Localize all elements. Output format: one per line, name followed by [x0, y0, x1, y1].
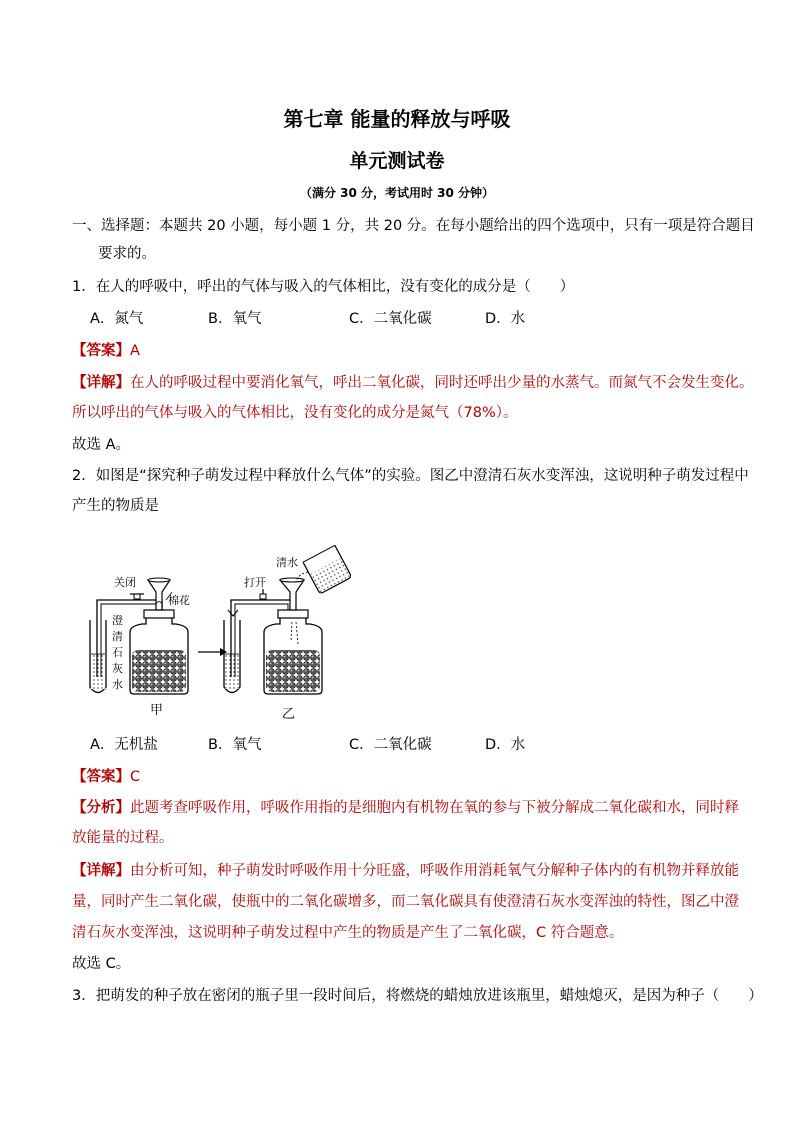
- question-1-stem: 1．在人的呼吸中，呼出的气体与吸入的气体相比，没有变化的成分是（ ）: [72, 279, 575, 295]
- label-closed: 关闭: [114, 576, 136, 589]
- question-1-conclusion: 故选 A。: [72, 437, 131, 453]
- question-1-detail-line1: [72, 373, 754, 393]
- detail-text: 在人的呼吸过程中要消化氧气，呼出二氧化碳，同时还呼出少量的水蒸气。而氮气不会发生变化。: [130, 375, 754, 391]
- analysis-tag: 【分析】: [72, 800, 130, 816]
- question-2-answer: [72, 767, 140, 787]
- analysis-text: 此题考查呼吸作用，呼吸作用指的是细胞内有机物在氧的参与下被分解成二氧化碳和水，同时释: [130, 800, 739, 816]
- detail-tag: 【详解】: [72, 863, 130, 879]
- question-2-option-c: C．二氧化碳: [349, 737, 432, 753]
- detail-text: 由分析可知，种子萌发时呼吸作用十分旺盛，呼吸作用消耗氧气分解种子体内的有机物并释放能: [130, 863, 739, 879]
- question-1-option-b: B．氧气: [208, 311, 262, 327]
- question-3-stem: 3．把萌发的种子放在密闭的瓶子里一段时间后，将燃烧的蜡烛放进该瓶里，蜡烛熄灭，是因为种子（ ）: [72, 988, 763, 1004]
- question-2-analysis-line1: [72, 798, 739, 818]
- label-lime-5: 水: [112, 678, 123, 691]
- label-lime-4: 灰: [112, 662, 123, 675]
- answer-value: A: [130, 343, 140, 359]
- question-2-stem-line1: 2．如图是“探究种子萌发过程中释放什么气体”的实验。图乙中澄清石灰水变浑浊，这说明种子萌发过程中: [72, 468, 749, 484]
- section-instructions-line2: 要求的。: [98, 246, 156, 262]
- question-2-conclusion: 故选 C。: [72, 956, 131, 972]
- label-cotton: 棉花: [168, 594, 190, 607]
- label-open: 打开: [244, 576, 266, 589]
- section-instructions-line1: 一、选择题：本题共 20 小题，每小题 1 分，共 20 分。在每小题给出的四个选项中，只有一项是符合题目: [72, 218, 755, 234]
- page-title: 第七章 能量的释放与呼吸: [283, 107, 511, 131]
- question-1-detail-line2: 所以呼出的气体与吸入的气体相比，没有变化的成分是氮气（78%）。: [72, 405, 518, 421]
- page-subtitle: 单元测试卷: [349, 150, 445, 172]
- question-1-option-a: A．氮气: [90, 311, 144, 327]
- answer-tag: 【答案】: [72, 343, 130, 359]
- question-2-option-a: A．无机盐: [90, 737, 158, 753]
- question-2-option-d: D．水: [485, 737, 526, 753]
- experiment-figure: [72, 542, 402, 722]
- question-1-option-c: C．二氧化碳: [349, 311, 432, 327]
- question-2-analysis-line2: 放能量的过程。: [72, 830, 174, 846]
- detail-tag: 【详解】: [72, 375, 130, 391]
- question-1-answer: [72, 341, 140, 361]
- process-arrow: [198, 648, 227, 656]
- question-2-detail-line3: 清石灰水变浑浊，这说明种子萌发过程中产生的物质是产生了二氧化碳，C 符合题意。: [72, 925, 624, 941]
- question-1-option-d: D．水: [485, 311, 526, 327]
- label-water: 清水: [276, 556, 298, 569]
- label-lime-3: 石: [112, 646, 123, 659]
- question-2-detail-line2: 量，同时产生二氧化碳，使瓶中的二氧化碳增多，而二氧化碳具有使澄清石灰水变浑浊的特性，图乙中澄: [72, 894, 739, 910]
- question-2-stem-line2: 产生的物质是: [72, 498, 159, 514]
- score-note: （满分 30 分，考试用时 30 分钟）: [299, 186, 495, 200]
- label-jia: 甲: [150, 703, 164, 718]
- question-2-option-b: B．氧气: [208, 737, 262, 753]
- answer-tag: 【答案】: [72, 769, 130, 785]
- question-2-detail-line1: [72, 861, 739, 881]
- label-yi: 乙: [282, 707, 296, 722]
- answer-value: C: [130, 769, 141, 785]
- label-lime-2: 清: [112, 630, 123, 643]
- label-lime-1: 澄: [112, 614, 123, 627]
